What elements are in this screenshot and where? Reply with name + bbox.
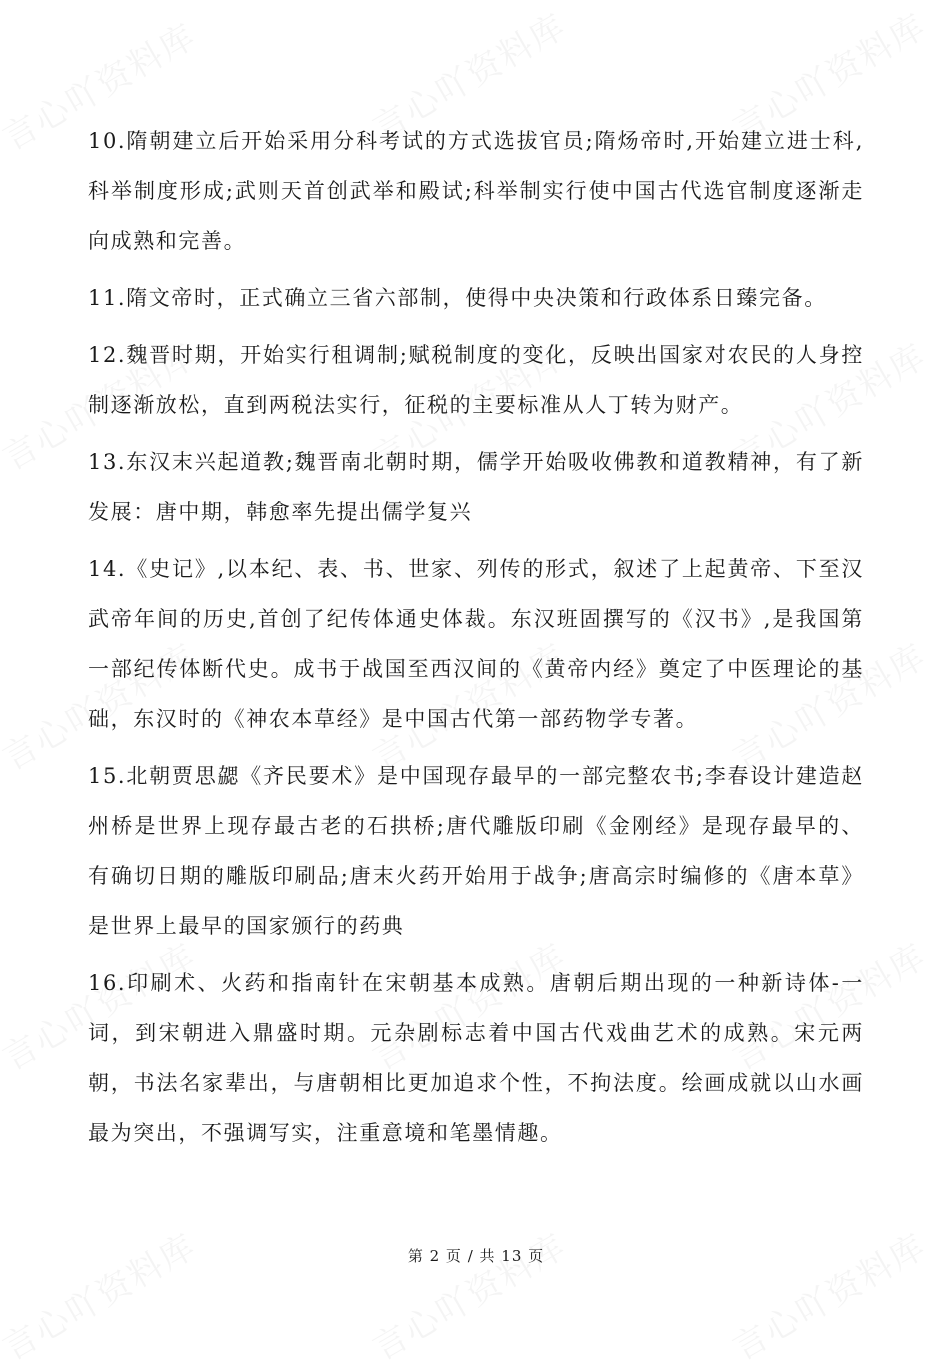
paragraph-13: 13.东汉末兴起道教;魏晋南北朝时期，儒学开始吸收佛教和道教精神，有了新发展：唐中期，韩愈率先提出儒学复兴 [88, 450, 864, 524]
paragraph-12: 12.魏晋时期，开始实行租调制;赋税制度的变化，反映出国家对农民的人身控制逐渐放松，直到两税法实行，征税的主要标准从人丁转为财产。 [88, 343, 864, 417]
watermark [722, 1219, 934, 1369]
watermark [362, 1219, 574, 1369]
document-body [88, 116, 864, 1165]
paragraph-10: 10.隋朝建立后开始采用分科考试的方式选拔官员;隋炀帝时,开始建立进士科,科举制度形成;武则天首创武举和殿试;科举制实行使中国古代选官制度逐渐走向成熟和完善。 [88, 129, 864, 253]
paragraph-11: 11.隋文帝时，正式确立三省六部制，使得中央决策和行政体系日臻完备。 [88, 286, 827, 310]
watermark [0, 1219, 204, 1369]
page-footer: 第 2 页 / 共 13 页 [407, 1247, 545, 1265]
paragraph-15: 15.北朝贾思勰《齐民要术》是中国现存最早的一部完整农书;李春设计建造赵州桥是世界上现存最古老的石拱桥;唐代雕版印刷《金刚经》是现存最早的、有确切日期的雕版印刷品;唐末火药开始用于战争;唐高宗时编修的《唐本草》是世界上最早的国家颁行的药典 [88, 764, 864, 938]
paragraph-14: 14.《史记》,以本纪、表、书、世家、列传的形式，叙述了上起黄帝、下至汉武帝年间的历史,首创了纪传体通史体裁。东汉班固撰写的《汉书》,是我国第一部纪传体断代史。成书于战国至西汉间的《黄帝内经》奠定了中医理论的基础，东汉时的《神农本草经》是中国古代第一部药物学专著。 [88, 557, 864, 731]
paragraph-16: 16.印刷术、火药和指南针在宋朝基本成熟。唐朝后期出现的一种新诗体-一词，到宋朝进入鼎盛时期。元杂剧标志着中国古代戏曲艺术的成熟。宋元两朝，书法名家辈出，与唐朝相比更加追求个性，不拘法度。绘画成就以山水画最为突出，不强调写实，注重意境和笔墨情趣。 [88, 971, 864, 1145]
